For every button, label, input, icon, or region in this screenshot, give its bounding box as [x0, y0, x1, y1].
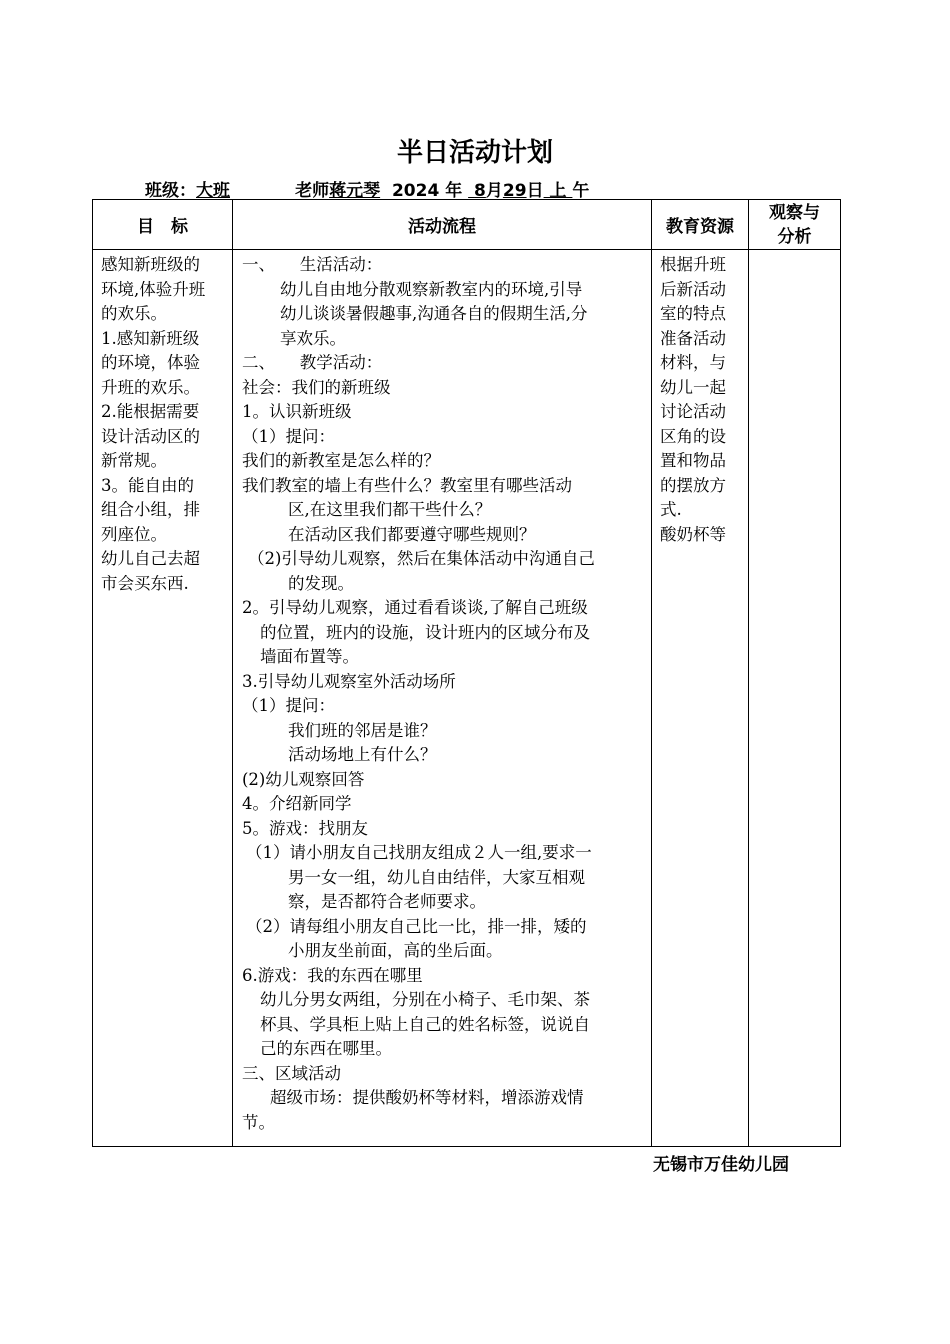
resources-line: 幼儿一起 [660, 377, 726, 397]
process-line: 5。游戏：找朋友 [242, 818, 368, 838]
goal-line: 3。能自由的 [101, 475, 194, 495]
resources-line: 式. [660, 500, 682, 519]
process-line: 己的东西在哪里。 [260, 1039, 392, 1058]
footer-school-name: 无锡市万佳幼儿园 [653, 1155, 789, 1175]
process-line: 在活动区我们都要遵守哪些规则？ [288, 524, 536, 544]
resources-line: 酸奶杯等 [660, 524, 726, 544]
goal-line: 2.能根据需要 [101, 402, 200, 421]
goal-line: 升班的欢乐。 [101, 377, 200, 397]
process-line: 我们的新教室是怎么样的？ [242, 451, 440, 470]
goal-line: 1.感知新班级 [101, 328, 200, 348]
resources-line: 区角的设 [660, 426, 726, 446]
goal-line: 列座位。 [101, 524, 167, 544]
page-title: 半日活动计划 [396, 138, 553, 168]
month-suffix: 月 [485, 181, 503, 201]
process-line: 我们教室的墙上有些什么？教室里有哪些活动 [242, 475, 572, 495]
process-line: 二、 教学活动： [242, 353, 383, 372]
content-row [93, 250, 841, 1147]
process-line: 社会：我们的新班级 [242, 377, 391, 397]
process-line: 2。引导幼儿观察，通过看看谈谈,了解自己班级 [242, 598, 588, 617]
teacher-value: 蒋元琴 [329, 181, 381, 201]
process-line: 节。 [242, 1112, 275, 1132]
process-line: (2)幼儿观察回答 [242, 769, 365, 789]
goal-line: 的欢乐。 [101, 304, 167, 323]
process-line: 超级市场：提供酸奶杯等材料，增添游戏情 [270, 1088, 584, 1107]
day-value: 29 [502, 181, 527, 201]
month-value: 8 [474, 181, 486, 201]
process-line: （1）请小朋友自己找朋友组成２人一组,要求一 [246, 843, 592, 862]
observation-cell [749, 250, 841, 1147]
day-suffix: 日 [526, 181, 544, 201]
resources-line: 室的特点 [660, 304, 726, 323]
process-cell [233, 250, 652, 1147]
goal-line: 新常规。 [101, 451, 167, 470]
process-line: 墙面布置等。 [260, 647, 359, 666]
period-suffix: 午 [572, 181, 590, 201]
process-line: 享欢乐。 [280, 328, 346, 348]
header-row [93, 200, 841, 250]
resources-line: 根据升班 [660, 255, 726, 274]
process-line: 幼儿自由地分散观察新教室内的环境,引导 [280, 279, 583, 299]
class-value: 大班 [196, 181, 230, 201]
goal-line: 幼儿自己去超 [101, 549, 200, 568]
year-suffix: 年 [445, 181, 463, 201]
goal-cell [93, 250, 233, 1147]
observation-text [749, 250, 840, 255]
goal-line: 市会买东西. [101, 573, 189, 593]
goal-line: 感知新班级的 [101, 255, 200, 274]
process-line: 3.引导幼儿观察室外活动场所 [242, 671, 456, 691]
process-line: 4。介绍新同学 [242, 794, 352, 813]
resources-cell [652, 250, 749, 1147]
process-line: （1）提问： [242, 696, 335, 715]
process-line: 幼儿谈谈暑假趣事,沟通各自的假期生活,分 [280, 304, 588, 323]
class-label: 班级： [145, 181, 196, 201]
header-process: 活动流程 [233, 200, 652, 250]
process-line: （2）请每组小朋友自己比一比，排一排，矮的 [246, 916, 587, 936]
process-line: 1。认识新班级 [242, 402, 352, 421]
process-line: 察，是否都符合老师要求。 [288, 892, 486, 911]
info-line [145, 176, 589, 201]
process-line: 幼儿分男女两组，分别在小椅子、毛巾架、茶 [260, 990, 590, 1009]
year-value: 2024 [391, 181, 440, 201]
process-line: 三、区域活动 [242, 1063, 341, 1083]
resources-line: 的摆放方 [660, 475, 726, 495]
process-line: （1）提问： [242, 426, 335, 446]
process-line: 的发现。 [288, 573, 354, 593]
process-line: 6.游戏：我的东西在哪里 [242, 965, 423, 985]
goal-line: 的环境，体验 [101, 353, 200, 372]
process-line: （2)引导幼儿观察，然后在集体活动中沟通自己 [248, 549, 595, 568]
header-goal: 目 标 [93, 200, 233, 250]
process-line: 我们班的邻居是谁？ [288, 720, 437, 740]
process-line: 小朋友坐前面，高的坐后面。 [288, 941, 503, 960]
period-value: 上 [549, 181, 567, 201]
process-line: 活动场地上有什么？ [288, 745, 437, 764]
plan-table [92, 199, 841, 1147]
teacher-label: 老师 [295, 181, 330, 201]
resources-line: 准备活动 [660, 328, 726, 348]
resources-line: 置和物品 [660, 451, 726, 470]
goal-line: 环境,体验升班 [101, 279, 206, 299]
resources-line: 讨论活动 [660, 402, 726, 421]
process-line: 一、 生活活动： [242, 255, 383, 274]
process-line: 区,在这里我们都干些什么？ [288, 500, 492, 519]
process-line: 的位置，班内的设施，设计班内的区域分布及 [260, 622, 590, 642]
header-resources: 教育资源 [652, 200, 749, 250]
process-line: 杯具、学具柜上贴上自己的姓名标签，说说自 [260, 1014, 590, 1034]
header-observation: 观察与 分析 [749, 200, 841, 250]
process-line: 男一女一组，幼儿自由结伴，大家互相观 [288, 867, 585, 887]
resources-line: 材料，与 [660, 353, 726, 372]
resources-line: 后新活动 [660, 279, 726, 299]
goal-line: 组合小组，排 [101, 500, 200, 519]
goal-line: 设计活动区的 [101, 426, 200, 446]
